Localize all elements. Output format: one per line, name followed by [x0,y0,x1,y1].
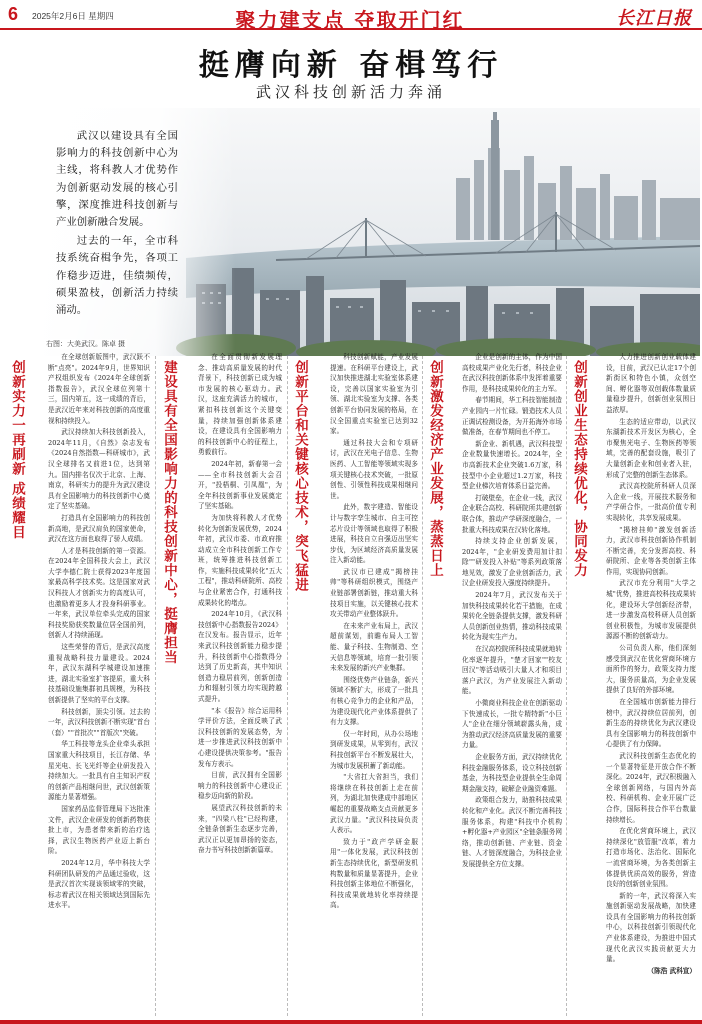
lead-paragraph [56,128,178,321]
paragraph: 在全国城市创新能力排行榜中，武汉持续位居前列，创新生态的持续优化为武汉建设具有全国影响力的科技创新中心提供了有力保障。 [606,698,696,749]
article-column [330,352,418,1016]
paragraph: "大省扛大省担当，我们将继续在科技创新上走在前列，为湖北加快建成中部地区崛起的重要战略支点贡献更多武汉力量。"武汉科技局负责人表示。 [330,773,418,835]
lead-text: 武汉以建设具有全国影响力的科技创新中心为主线，将科教人才优势作为创新驱动发展的核心引擎，深度推进科技创新与产业创新融合发展。 [56,130,178,229]
paragraph: 国家药品监督管理局下达批准文件，武汉企业研发的创新药物获批上市，为患者带来新的治疗选择，武汉生物医药产业迈上新台阶。 [48,804,150,856]
paragraph: 致力于"政产学研金服用"一体化发展，武汉科技创新生态持续优化，新型研发机构数量和质量显著提升，企业科技创新主体地位不断强化，科技成果就地转化率持续提高。 [330,837,418,910]
paragraph: 武汉科技创新生态优化的一个显著特征是开放合作不断深化。2024年，武汉积极融入全球创新网络，与国内外高校、科研机构、企业开展广泛合作，国际科技合作平台数量持续增长。 [606,751,696,824]
sub-headline: 武汉科技创新活力奔涌 [255,83,446,101]
page-footer-rule [0,1020,702,1024]
paragraph: 2024年7月，武汉发布关于加快科技成果转化若干措施，在成果转化全链条提供支撑，激发科研人员创新创业热情，推动科技成果转化为现实生产力。 [462,591,562,642]
byline: （陈浩 武科宣） [647,966,696,975]
paragraph: 华工科技等龙头企业牵头承担国家重大科技项目，长江存储、华星光电、长飞光纤等企业研发投入持续加大。一批具有自主知识产权的创新产品相继问世，武汉创新策源能力显著增强。 [48,740,150,802]
section-title: 聚力建支点 夺取开门红 [235,8,465,32]
photo-credit: 右图：大美武汉。陈卓 摄 [46,341,125,348]
newspaper-logo: 长江日报 [616,8,692,29]
paragraph: 企业是创新的主体，作为中国高校成果产业化先行者，科技企业在武汉科技创新体系中发挥着重要作用，是科技成果转化的主力军。 [462,353,562,393]
paragraph: 科技创新，顶尖引领。过去的一年，武汉科技创新不断实现"首台（套）""首批次""首版次"突破。 [48,707,150,737]
column-divider [566,356,567,1016]
article-column [48,352,150,1016]
paragraph: 武汉市充分利用"大学之城"优势，推进高校科技成果转化，建设环大学创新经济带，进一步激发高校科研人员创新创业积极性，为城市发展提供源源不断的创新动力。 [606,579,696,641]
column-title: 创新实力一再刷新 成绩耀目 [9,360,25,540]
paragraph: 新企业、新机遇，武汉科技型企业数量快速增长。2024年，全市高新技术企业突破1.6万家，科技型中小企业超过1.2万家，科技型企业梯次培育体系日益完善。 [462,439,562,491]
paragraph: 目前，武汉拥有全国影响力的科技创新中心建设正稳步迈向新的阶段。 [198,771,282,801]
lead-text: 过去的一年，全市科技系统奋楫争先，各项工作稳步迈进，佳绩频传，硕果盈枝，创新活力持续涌动。 [56,235,178,317]
paragraph: 企业服务方面，武汉持续优化科技金融服务体系，设立科技创新基金，为科技型企业提供全生命周期金融支持，破解企业融资难题。 [462,752,562,793]
paragraph: 武汉高校院所科研人员深入企业一线，开展技术服务和产学研合作，一批高价值专利实现转化，共享发展成果。 [606,482,696,522]
article-column [198,352,282,1016]
paragraph: 科技创新赋能，产业发展提速。在科研平台建设上，武汉加快推进湖北实验室体系建设，完善以国家实验室为引领、湖北实验室为支撑、各类创新平台协同发展的格局，在汉全国重点实验室已达到32家。 [330,353,418,436]
column-divider [155,356,156,1016]
paragraph: 在汉高校院所科技成果就地转化率逐年提升，"楚才回家""校友回汉"等活动吸引大量人才和项目落户武汉，为产业发展注入新动能。 [462,645,562,696]
paragraph: 仅一年时间，从办公场地到研发成果，从零到有，武汉科技创新平台不断发展壮大，为城市发展积蓄了新动能。 [330,729,418,770]
paragraph: 武汉持续加大科技创新投入，2024年11月，《自然》杂志发布《2024自然指数—科研城市》，武汉全球排名又前进1位，达到第九。国内排名仅次于北京、上海、南京，科研实力的提升为武汉建设具有全国影响力的科技创新中心奠定了坚实基础。 [48,428,150,511]
paragraph: 围绕优势产业链条，新兴领域不断扩大，形成了一批具有核心竞争力的企业和产品，为建设现代化产业体系提供了有力支撑。 [330,675,418,727]
article-column [606,352,696,1016]
paragraph: 春节期间，华工科技智能制造产业园内一片忙碌。锻造技术人员正调试检测设备，为开拓海外市场做准备，在春节期间也不停工。 [462,396,562,437]
paragraph: "本《报告》综合运用科学评价方法，全面反映了武汉科技创新的发展态势，为进一步推进武汉科技创新中心建设提供决策参考。"报告发布方表示。 [198,706,282,768]
paragraph: 大力推进创新创业载体建设，目前，武汉已认定17个创新街区和特色小镇，众创空间、孵化器等双创载体数量质量稳步提升，创新创业氛围日益浓厚。 [606,353,696,414]
paragraph: 人才是科技创新的第一资源。在2024年全国科技大会上，武汉大学李德仁院士获得2023年度国家最高科学技术奖。这是国家对武汉科技人才创新实力的高度认可，也激励着更多人才投身科研事业。一年来，武汉单位牵头完成的国家科技奖励获奖数量位居全国前列，创新人才持续涌现。 [48,546,150,640]
paragraph: 2024年10月，《武汉科技创新中心指数报告2024》在汉发布。报告显示，近年来武汉科技创新能力稳步提升，科技创新中心指数得分达到了历史新高，其中知识创造力稳居前列，创新创造力和辐射引领力均实现跨越式提升。 [198,610,282,703]
paragraph: 2024年12月，华中科技大学科研团队研发的产品通过验收，这是武汉首次实现该领域零的突破，标志着武汉在相关领域达到国际先进水平。 [48,858,150,910]
paragraph: 通过科技大会和专项研讨，武汉在光电子信息、生物医药、人工智能等领域实现多项关键核心技术突破，一批原创性、引领性科技成果相继问世。 [330,438,418,500]
paragraph: 在优化营商环境上，武汉持续深化"放管服"改革，着力打造市场化、法治化、国际化一流营商环境，为各类创新主体提供优质高效的服务，营造良好的创新创业氛围。 [606,827,696,889]
column-title: 创新平台和关键核心技术，突飞猛进 [292,360,308,592]
paragraph: 打破壁垒，在企业一线，武汉企业联合高校、科研院所共建创新联合体，推动产学研深度融合，一批重大科技成果在汉转化落地。 [462,493,562,534]
page-number: 6 [8,4,19,24]
column-divider [287,356,288,1016]
column-title: 创新创业生态持续优化，协同发力 [571,360,587,578]
paragraph: 在未来产业布局上，武汉超前谋划，前瞻布局人工智能、量子科技、生物制造、空天信息等领域，培育一批引领未来发展的新兴产业集群。 [330,621,418,673]
paragraph: 此外，数字建造、智能设计与数字孪生城市、自主可控芯片设计等领域也取得了积极进展，科技自立自强迈出坚实步伐，为区域经济高质量发展注入新动能。 [330,503,418,565]
masthead [0,0,702,30]
column-title: 创新激发经济产业发展，蒸蒸日上 [427,360,443,578]
paragraph: 展望武汉科技创新的未来，"四梁八柱"已经构建，全链条创新生态逐步完善，武汉正以更加昂扬的姿态，奋力书写科技创新新篇章。 [198,803,282,855]
paragraph: 在全球创新版图中，武汉跃不断"点亮"。2024年9月，世界知识产权组织发布《2024年全球创新指数报告》，武汉全球位列第十三，国内第五，这一成绩的背后，是武汉近年来对科技创新的高度重视和持续投入。 [48,353,150,425]
paragraph: 打造具有全国影响力的科技创新高地，是武汉肩负的国家使命，武汉在这方面也取得了骄人成绩。 [48,513,150,544]
paragraph: 政策组合发力，助推科技成果转化和产业化。武汉不断完善科技服务体系，构建"科技中介机构+孵化器+产业园区"全链条服务网络，推动创新链、产业链、资金链、人才链深度融合，为科技企业发展提供全方位支撑。 [462,796,562,868]
paragraph: 小微商业科技企业在创新驱动下快速成长，一批专精特新"小巨人"企业在细分领域崭露头角，成为推动武汉经济高质量发展的重要力量。 [462,699,562,750]
issue-date: 2025年2月6日 星期四 [32,11,114,21]
paragraph: 持续支持企业创新发展，2024年，"企业研发费用加计扣除""研发投入补贴"等系列政策落地见效，激发了企业创新活力，武汉企业研发投入强度持续提升。 [462,537,562,588]
paragraph: 2024年初，新春第一会——全市科技创新大会召开，"投梧桐、引凤凰"，为全年科技创新事业发展奠定了坚实基础。 [198,459,282,511]
paragraph: 这些荣誉的背后，是武汉高度重视战略科技力量建设。2024年，武汉东湖科学城建设加速推进，湖北实验室扩容提质，重大科技基础设施集群初具规模，为科技创新提供了坚实的平台支撑。 [48,643,150,704]
paragraph: 在全面贯彻新发展理念、推动高质量发展的时代背景下，科技创新已成为城市发展的核心驱动力。武汉，这座充满活力的城市，紧扣科技创新这个关键变量，持续加强创新体系建设，在建设具有全国影响力的科技创新中心的征程上，勇毅前行。 [198,353,282,457]
main-headline: 挺膺向新 奋楫笃行 [198,48,504,83]
paragraph: 武汉市已建成"揭榜挂帅"等科研组织模式，围绕产业链部署创新链，推动重大科技项目实施，以关键核心技术攻关带动产业整体跃升。 [330,567,418,619]
paragraph: 公司负责人称，他们深刻感受到武汉在优化营商环境方面所作的努力，政策支持力度大，服务质量高，为企业发展提供了良好的外部环境。 [606,644,696,695]
column-divider [422,356,423,1016]
paragraph: "揭榜挂帅"激发创新活力，武汉市科技创新协作机制不断完善，充分发挥高校、科研院所、企业等各类创新主体作用，实现协同创新。 [606,525,696,576]
column-title: 建设具有全国影响力的科技创新中心，挺膺担当 [161,360,177,665]
paragraph: 为加快将科教人才优势转化为创新发展优势，2024年初，武汉市委、市政府推动成立全市科技创新工作专班，统筹推进科技创新工作，实施科技成果转化"五大工程"，推动科研院所、高校与企业紧密合作，打通科技成果转化的堵点。 [198,513,282,607]
article-column [462,352,562,1016]
paragraph: 新的一年，武汉将深入实施创新驱动发展战略，加快建设具有全国影响力的科技创新中心，以科技创新引领现代化产业体系建设，为推进中国式现代化武汉实践贡献更大力量。 [606,891,696,964]
paragraph: 生态的适应带动，以武汉东湖新技术开发区为核心，全市聚焦光电子、生物医药等领域，完善的配套设施，吸引了大量创新企业和创业者入驻，形成了完整的创新生态体系。 [606,417,696,479]
